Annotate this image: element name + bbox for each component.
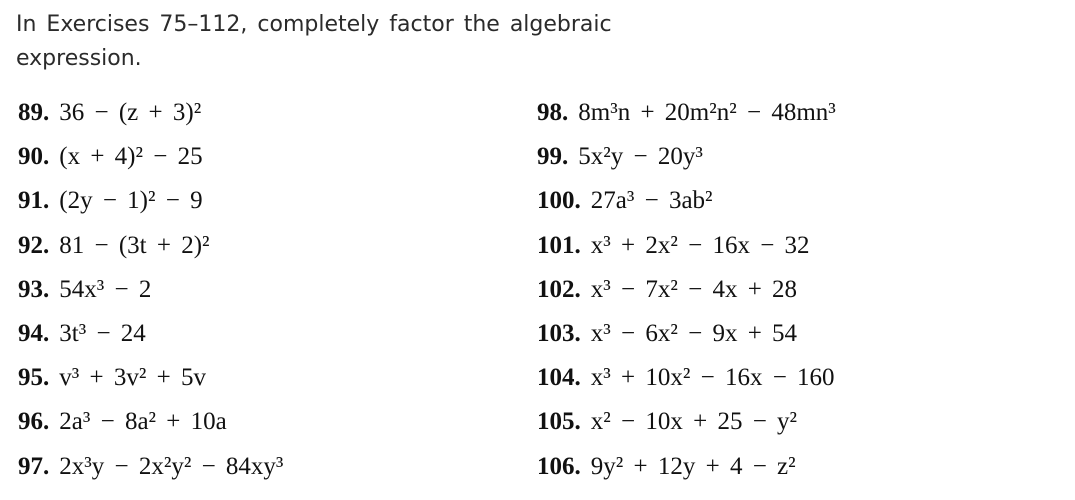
exercise-instructions: In Exercises 75–112, completely factor the algebraic expression. — [16, 12, 612, 71]
exercise-expression: 27a³ − 3ab² — [590, 187, 713, 215]
exercise-number: 97. — [18, 452, 50, 480]
exercise-item — [18, 179, 518, 223]
exercise-item — [537, 400, 1057, 444]
exercise-number: 95. — [18, 364, 50, 392]
exercise-number: 105. — [537, 408, 581, 436]
exercise-item — [18, 400, 518, 444]
exercise-expression: 3t³ − 24 — [59, 319, 146, 347]
exercise-item — [537, 91, 1057, 135]
exercise-number: 104. — [537, 364, 581, 392]
exercise-number: 98. — [537, 99, 569, 126]
exercise-expression: 54x³ − 2 — [59, 275, 152, 303]
exercise-expression: x³ − 7x² − 4x + 28 — [590, 275, 798, 303]
exercise-item — [537, 179, 1057, 223]
exercise-item — [18, 268, 518, 312]
exercise-expression: x² − 10x + 25 − y² — [590, 408, 798, 436]
exercise-number: 102. — [537, 275, 581, 303]
exercise-number: 93. — [18, 275, 50, 303]
exercise-expression: x³ − 6x² − 9x + 54 — [590, 319, 798, 347]
exercise-number: 90. — [18, 143, 50, 171]
exercise-expression: (x + 4)² − 25 — [59, 143, 203, 171]
exercise-number: 91. — [18, 187, 50, 215]
exercise-item — [18, 91, 518, 135]
exercise-item — [18, 356, 518, 400]
exercise-expression: x³ + 10x² − 16x − 160 — [590, 364, 835, 392]
exercise-item — [537, 268, 1057, 312]
exercise-expression: 2a³ − 8a² + 10a — [59, 408, 227, 436]
exercise-item — [18, 224, 518, 268]
exercise-number: 101. — [537, 231, 581, 259]
exercise-number: 92. — [18, 231, 50, 259]
exercise-number: 99. — [537, 143, 569, 171]
exercise-expression: 2x³y − 2x²y² − 84xy³ — [59, 452, 284, 480]
exercise-number: 103. — [537, 319, 581, 347]
exercise-item — [18, 312, 518, 356]
exercise-number: 94. — [18, 319, 50, 347]
exercise-expression: 8m³n + 20m²n² − 48mn³ — [578, 99, 836, 126]
exercise-expression: v³ + 3v² + 5v — [59, 364, 206, 392]
exercise-expression: 36 − (z + 3)² — [59, 99, 202, 126]
exercise-column-right — [537, 91, 1057, 489]
exercise-expression: (2y − 1)² − 9 — [59, 187, 203, 215]
exercise-number: 106. — [537, 452, 581, 480]
exercise-number: 96. — [18, 408, 50, 436]
exercise-expression: 5x²y − 20y³ — [578, 143, 703, 171]
exercise-expression: x³ + 2x² − 16x − 32 — [590, 231, 810, 259]
exercise-expression: 81 − (3t + 2)² — [59, 231, 210, 259]
exercise-item — [537, 312, 1057, 356]
exercise-item — [537, 356, 1057, 400]
exercise-column-left — [18, 91, 518, 489]
exercise-item — [18, 135, 518, 179]
exercise-item — [537, 224, 1057, 268]
exercise-expression: 9y² + 12y + 4 − z² — [590, 452, 796, 480]
exercise-number: 100. — [537, 187, 581, 215]
exercise-item — [537, 445, 1057, 489]
exercise-item — [537, 135, 1057, 179]
exercise-item — [18, 445, 518, 489]
exercise-number: 89. — [18, 99, 50, 126]
